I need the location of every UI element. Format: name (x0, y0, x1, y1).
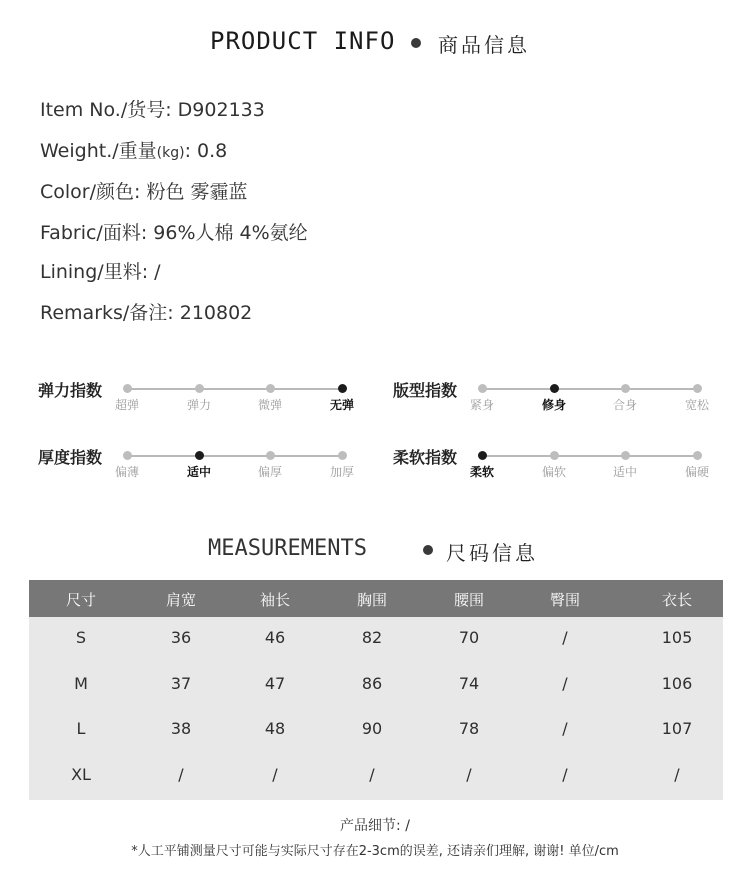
table-cell: / (369, 765, 375, 784)
table-cell: 86 (361, 674, 383, 693)
indicator-option-label: 修身 (541, 398, 567, 412)
table-cell: 106 (661, 674, 693, 693)
indicator-dot (621, 384, 630, 393)
lining: Lining/里料: / (40, 261, 161, 283)
product-info-title-cn: 商品信息 (438, 33, 530, 57)
table-cell: 74 (458, 674, 480, 693)
table-cell: / (178, 765, 184, 784)
table-cell: 37 (170, 674, 192, 693)
indicator-dot (266, 451, 275, 460)
indicator-option-label: 超弹 (114, 398, 140, 412)
table-header-cell: 肩宽 (165, 591, 197, 609)
table-cell: 46 (264, 628, 286, 647)
table-header-cell: 胸围 (356, 591, 388, 609)
size-table-header (29, 580, 723, 617)
table-cell: / (562, 765, 568, 784)
table-cell: 48 (264, 719, 286, 738)
table-cell: 38 (170, 719, 192, 738)
table-cell: / (562, 628, 568, 647)
indicator-dot (550, 451, 559, 460)
table-cell: 82 (361, 628, 383, 647)
table-cell: 105 (661, 628, 693, 647)
product-info-title-en: PRODUCT INFO (210, 27, 396, 55)
table-cell: XL (71, 765, 91, 784)
indicator-option-label: 紧身 (469, 398, 495, 412)
indicator-dot (478, 451, 487, 460)
indicator-dot (195, 384, 204, 393)
measurement-disclaimer: *人工平铺测量尺寸可能与实际尺寸存在2-3cm的误差, 还请亲们理解, 谢谢! 单位/cm (131, 844, 619, 859)
indicator-option-label: 适中 (612, 465, 638, 479)
remarks: Remarks/备注: 210802 (40, 302, 253, 324)
indicator-option-label: 偏软 (541, 465, 567, 479)
indicator-dot (550, 384, 559, 393)
indicator-option-label: 无弹 (329, 398, 355, 412)
indicator-option-label: 偏薄 (114, 465, 140, 479)
fabric: Fabric/面料: 96%人棉 4%氨纶 (40, 222, 308, 244)
table-header-cell: 衣长 (661, 591, 693, 609)
product-info-header (0, 27, 750, 59)
table-cell: / (562, 719, 568, 738)
table-cell: 36 (170, 628, 192, 647)
table-cell: 78 (458, 719, 480, 738)
table-cell: / (562, 674, 568, 693)
indicator-dot (338, 384, 347, 393)
table-cell: / (272, 765, 278, 784)
weight-prefix: Weight./重量 (40, 140, 157, 162)
indicator-option-label: 合身 (612, 398, 638, 412)
title-bullet-icon (411, 38, 421, 48)
indicator-option-label: 偏硬 (684, 465, 710, 479)
thickness-scale (114, 455, 355, 479)
indicator-dot (338, 451, 347, 460)
table-header-cell: 臀围 (549, 591, 581, 609)
color: Color/颜色: 粉色 雾霾蓝 (40, 181, 248, 203)
table-cell: 70 (458, 628, 480, 647)
table-cell: 47 (264, 674, 286, 693)
indicator-dot (478, 384, 487, 393)
measurements-title-en: MEASUREMENTS (208, 536, 367, 561)
table-cell: S (75, 628, 87, 647)
indicator-dot (195, 451, 204, 460)
indicator-option-label: 柔软 (469, 465, 495, 479)
table-header-cell: 腰围 (453, 591, 485, 609)
indicator-dot (266, 384, 275, 393)
softness-label: 柔软指数 (393, 448, 458, 467)
size-table (29, 580, 723, 800)
fit-scale (469, 388, 710, 412)
indicator-option-label: 加厚 (329, 465, 355, 479)
softness-scale (469, 455, 710, 479)
indicator-option-label: 微弹 (257, 398, 283, 412)
thickness-label: 厚度指数 (38, 448, 103, 467)
weight (40, 136, 227, 163)
measurements-title-cn: 尺码信息 (446, 541, 538, 565)
table-cell: 107 (661, 719, 693, 738)
weight-unit: (kg) (156, 145, 185, 161)
weight-value: : 0.8 (184, 140, 228, 162)
fit-label: 版型指数 (393, 381, 458, 400)
table-header-cell: 袖长 (259, 591, 291, 609)
elasticity-label: 弹力指数 (38, 381, 103, 400)
table-cell: / (674, 765, 680, 784)
table-cell: L (76, 719, 86, 738)
measurements-bullet-icon (423, 545, 433, 555)
indicator-option-label: 偏厚 (257, 465, 283, 479)
indicator-dot (123, 384, 132, 393)
indicator-option-label: 弹力 (186, 398, 212, 412)
indicator-dot (621, 451, 630, 460)
table-cell: M (74, 674, 88, 693)
indicator-option-label: 宽松 (684, 398, 710, 412)
indicator-option-label: 适中 (186, 465, 212, 479)
elasticity-scale (114, 388, 355, 412)
indicator-dot (693, 451, 702, 460)
table-cell: 90 (361, 719, 383, 738)
table-header-cell: 尺寸 (65, 591, 97, 609)
indicator-dot (693, 384, 702, 393)
table-cell: / (466, 765, 472, 784)
item-number: Item No./货号: D902133 (40, 99, 265, 121)
product-detail-note: 产品细节: / (340, 818, 410, 834)
indicator-dot (123, 451, 132, 460)
